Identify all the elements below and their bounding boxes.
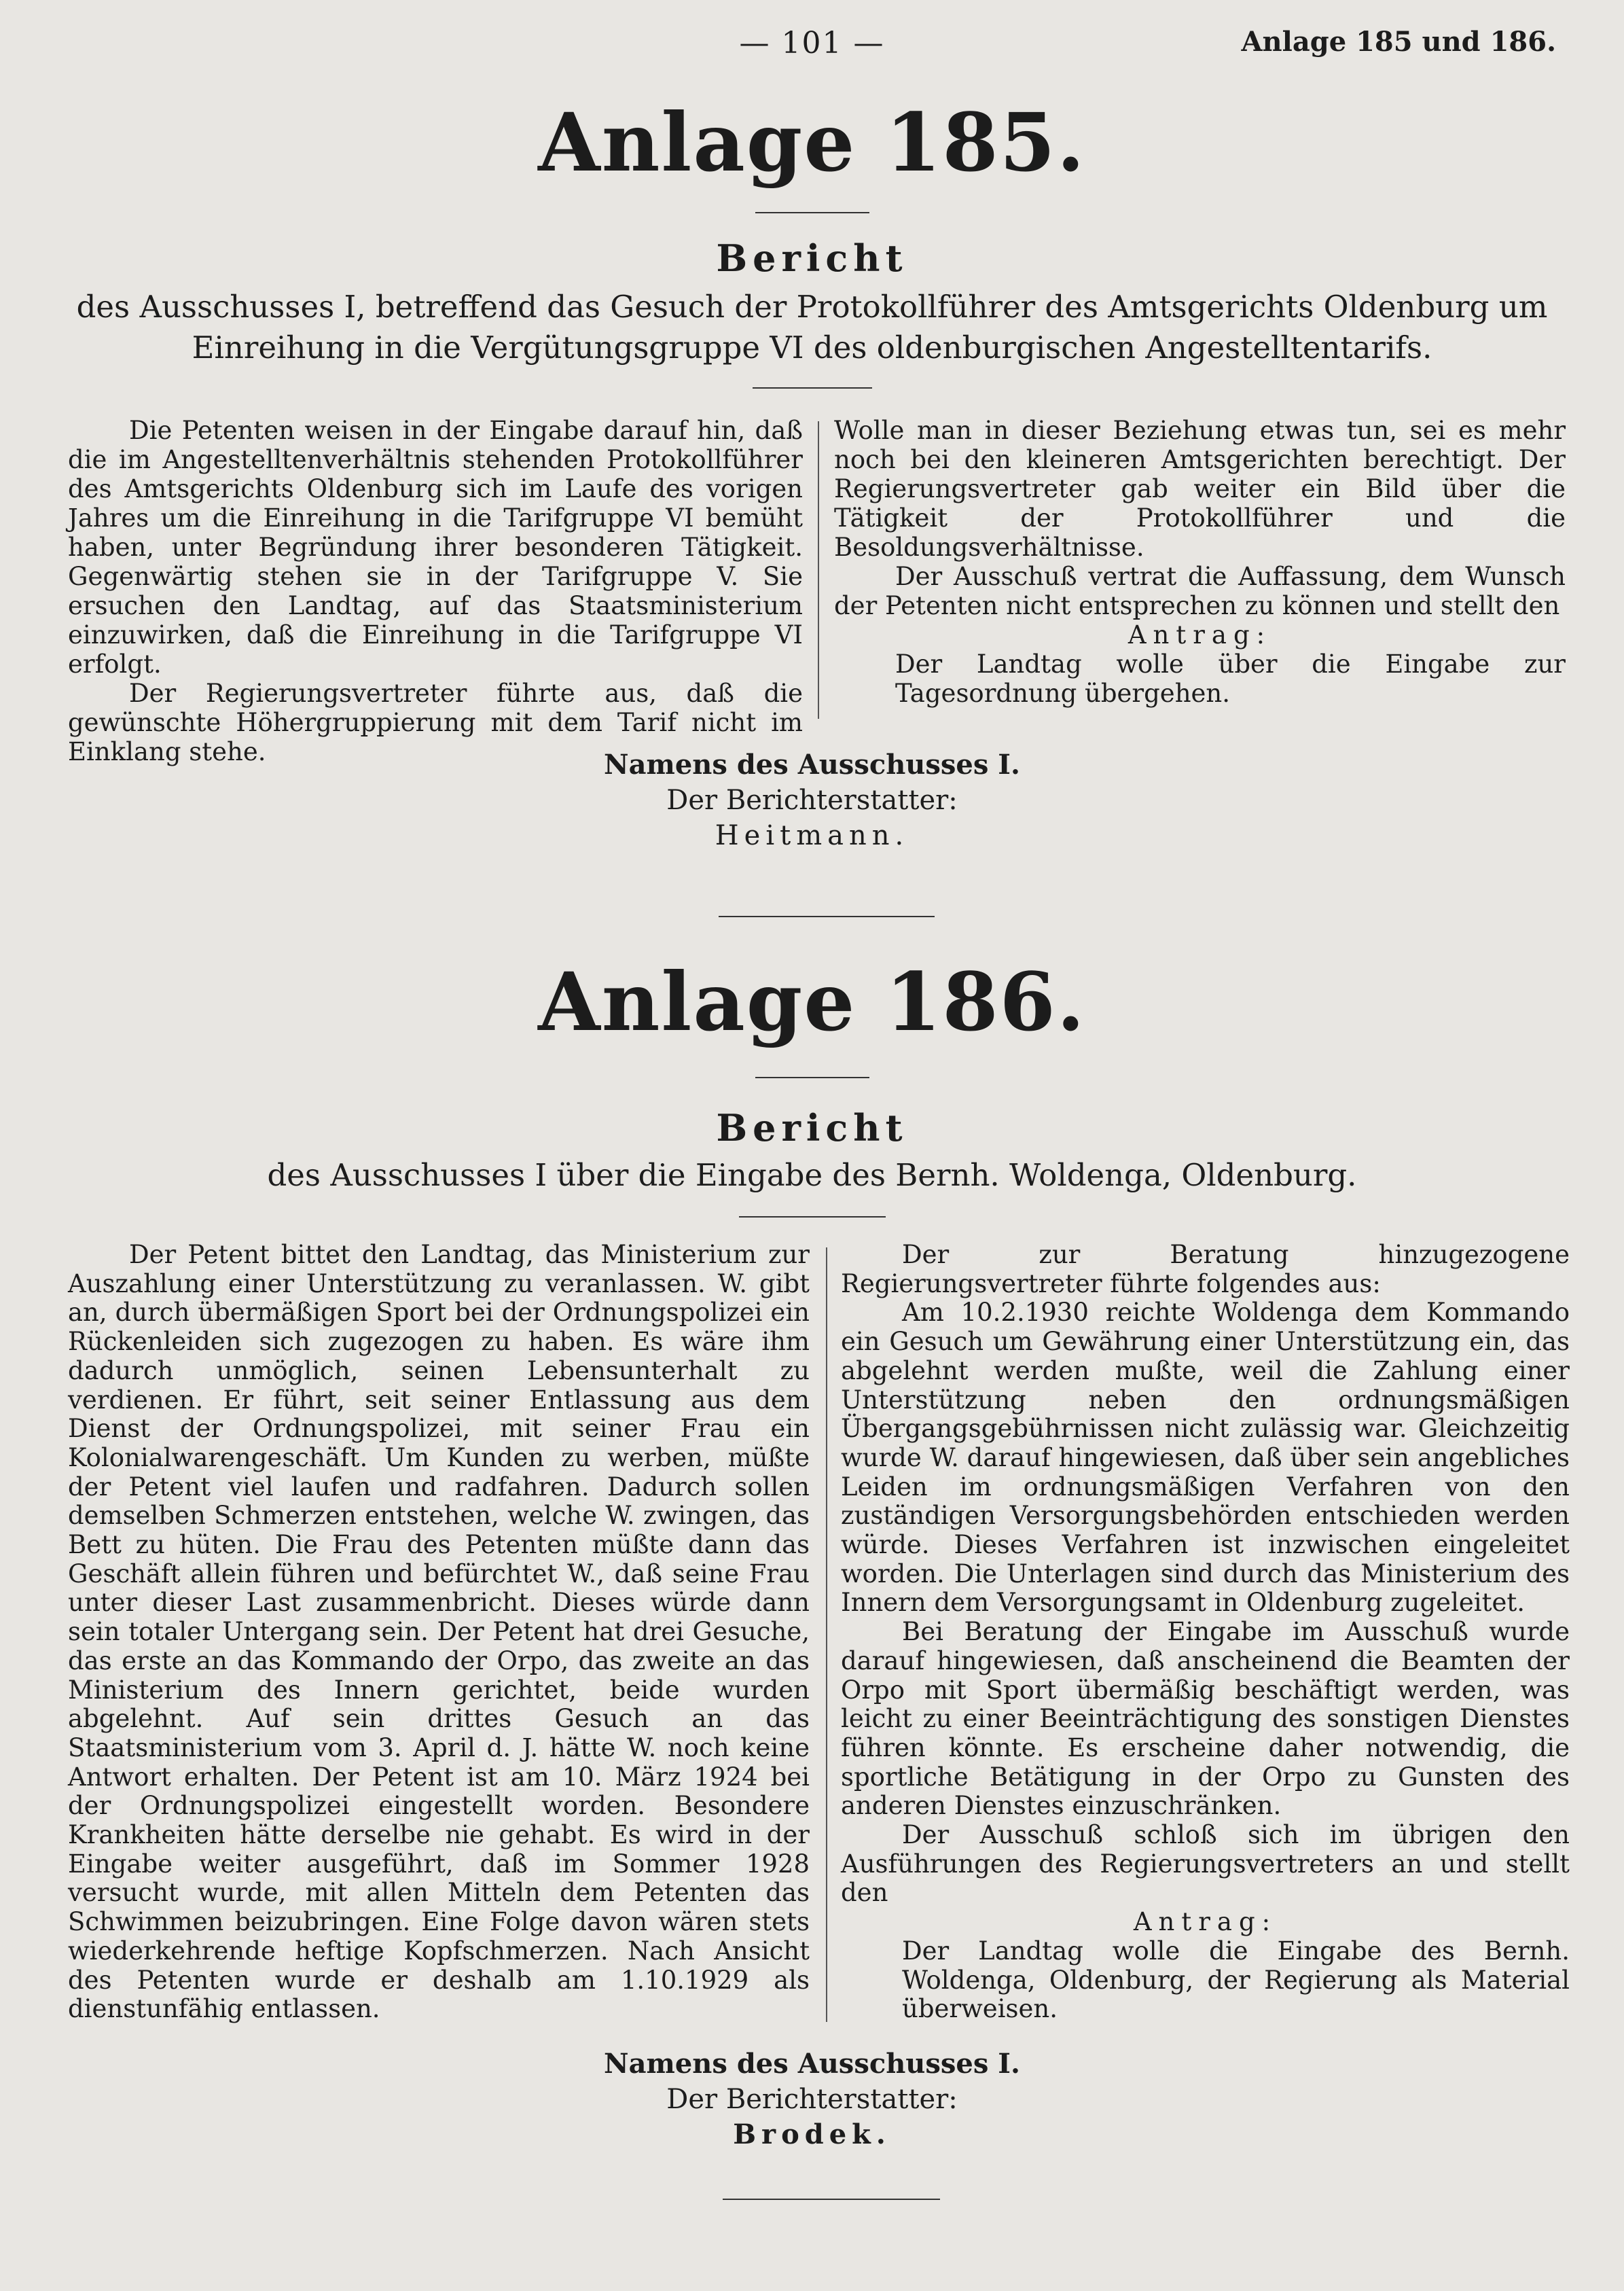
anlage-185-title: Anlage 185. [538, 95, 1086, 190]
signature-role: Der Berichterstatter: [666, 785, 958, 816]
title-rule [755, 1077, 869, 1078]
column-divider [818, 421, 819, 719]
subject-rule [753, 387, 872, 389]
section-separator [723, 2199, 940, 2200]
subject-rule [739, 1216, 886, 1218]
anlage-185-right-column [834, 416, 1566, 708]
section-separator [719, 916, 935, 917]
paragraph: Der Ausschuß vertrat die Auffassung, dem Wunsch der Petenten nicht entsprechen zu können und stellt den [834, 562, 1566, 620]
signature-committee: Namens des Ausschusses I. [604, 2048, 1020, 2080]
signature-committee: Namens des Ausschusses I. [604, 749, 1020, 781]
title-rule [755, 212, 869, 213]
antrag-label: Antrag: [1127, 620, 1272, 650]
anlage-186-signature [0, 2046, 1624, 2152]
paragraph: Der Ausschuß schloß sich im übrigen den Ausführungen des Regierungsvertreters an und stellt den [841, 1820, 1570, 1908]
paragraph: Der zur Beratung hinzugezogene Regierungsvertreter führte folgendes aus: [841, 1240, 1570, 1298]
paragraph: Der Regierungsvertreter führte aus, daß die gewünschte Höhergruppierung mit dem Tarif nicht im Einklang stehe. [68, 679, 803, 766]
anlage-185-signature [0, 747, 1624, 853]
page-number: — 101 — [739, 26, 885, 60]
signature-name: Brodek. [733, 2118, 891, 2150]
anlage-185-subject: des Ausschusses I, betreffend das Gesuch der Protokollführer des Amtsgerichts Oldenburg um Einreihung in die Vergütungsgruppe VI des oldenburgischen Angestelltentarifs. [76, 289, 1548, 366]
anlage-186-subject: des Ausschusses I über die Eingabe des Bernh. Woldenga, Oldenburg. [267, 1157, 1357, 1193]
anlage-185-heading: Bericht [716, 236, 908, 280]
signature-name: Heitmann. [715, 820, 909, 851]
paragraph: Bei Beratung der Eingabe im Ausschuß wurde darauf hingewiesen, daß anscheinend die Beamten der Orpo mit Sport übermäßig beschäftigt werden, was leicht zu einer Beeinträchtigung des sonstigen Dienstes führen könnte. Es erscheine daher notwendig, die sportliche Betätigung in der Orpo zu Gunsten des anderen Dienstes einzuschränken. [841, 1617, 1570, 1821]
antrag-text: Der Landtag wolle über die Eingabe zur Tagesordnung übergehen. [895, 650, 1566, 708]
paragraph: Die Petenten weisen in der Eingabe darauf hin, daß die im Angestelltenverhältnis stehenden Protokollführer des Amtsgerichts Oldenburg sich im Laufe des vorigen Jahres um die Einreihung in die Tarifgruppe VI bemüht haben, unter Begründung ihrer besonderen Tätigkeit. Gegenwärtig stehen sie in der Tarifgruppe V. Sie ersuchen den Landtag, auf das Staatsministerium einzuwirken, daß die Einreihung in die Tarifgruppe VI erfolgt. [68, 416, 803, 679]
paragraph: Wolle man in dieser Beziehung etwas tun, sei es mehr noch bei den kleineren Amtsgerichten berechtigt. Der Regierungsvertreter gab weiter ein Bild über die Tätigkeit der Protokollführer und die Besoldungsverhältnisse. [834, 416, 1566, 562]
paragraph: Der Petent bittet den Landtag, das Ministerium zur Auszahlung einer Unterstützung zu veranlassen. W. gibt an, durch übermäßigen Sport bei der Ordnungspolizei ein Rückenleiden sich zugezogen zu haben. Es wäre ihm dadurch unmöglich, seinen Lebensunterhalt zu verdienen. Er führt, seit seiner Entlassung aus dem Dienst der Ordnungspolizei, mit seiner Frau ein Kolonialwarengeschäft. Um Kunden zu werben, müßte der Petent viel laufen und radfahren. Dadurch sollen demselben Schmerzen entstehen, welche W. zwingen, das Bett zu hüten. Die Frau des Petenten müßte dann das Geschäft allein führen und befürchtet W., daß seine Frau unter dieser Last zusammenbricht. Dieses würde dann sein totaler Untergang sein. Der Petent hat drei Gesuche, das erste an das Kommando der Orpo, das zweite an das Ministerium des Innern gerichtet, beide wurden abgelehnt. Auf sein drittes Gesuch an das Staatsministerium vom 3. April d. J. hätte W. noch keine Antwort erhalten. Der Petent ist am 10. März 1924 bei der Ordnungspolizei eingestellt worden. Besondere Krankheiten hätte derselbe nie gehabt. Es wird in der Eingabe weiter ausgeführt, daß im Sommer 1928 versucht wurde, mit allen Mitteln dem Petenten das Schwimmen beizubringen. Eine Folge davon wären stets wiederkehrende heftige Kopfschmerzen. Nach Ansicht des Petenten wurde er deshalb am 1.10.1929 als dienstunfähig entlassen. [68, 1240, 810, 2024]
paragraph: Am 10.2.1930 reichte Woldenga dem Kommando ein Gesuch um Gewährung einer Unterstützung ein, das abgelehnt werden mußte, weil die Zahlung einer Unterstützung neben den ordnungsmäßigen Übergangsgebührnissen nicht zulässig war. Gleichzeitig wurde W. darauf hingewiesen, daß über sein angebliches Leiden im ordnungsmäßigen Verfahren von den zuständigen Versorgungsbehörden entschieden werden würde. Dieses Verfahren ist inzwischen eingeleitet worden. Die Unterlagen sind durch das Ministerium des Innern dem Versorgungsamt in Oldenburg zugeleitet. [841, 1298, 1570, 1618]
anlage-185-left-column [68, 416, 803, 766]
antrag-text: Der Landtag wolle die Eingabe des Bernh. Woldenga, Oldenburg, der Regierung als Material überweisen. [902, 1936, 1570, 2024]
anlage-186-left-column [68, 1241, 810, 2024]
signature-role: Der Berichterstatter: [666, 2084, 958, 2115]
anlage-186-heading: Bericht [716, 1106, 908, 1150]
anlage-186-title: Anlage 186. [538, 955, 1086, 1049]
anlage-186-right-column [841, 1241, 1570, 2024]
running-head: Anlage 185 und 186. [1241, 26, 1556, 58]
antrag-label: Antrag: [1133, 1907, 1278, 1937]
column-divider [826, 1247, 827, 2022]
